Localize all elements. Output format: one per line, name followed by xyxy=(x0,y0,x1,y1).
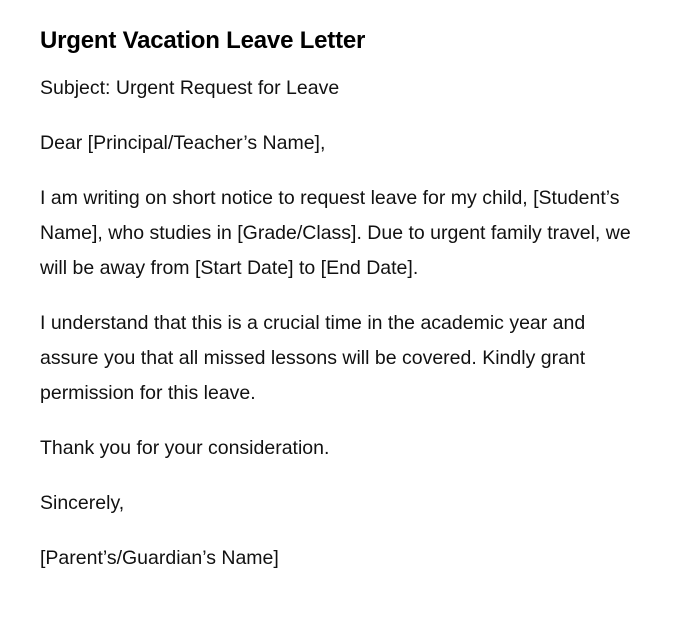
letter-document xyxy=(40,24,640,596)
document-title: Urgent Vacation Leave Letter xyxy=(40,27,366,54)
thank-you-line: Thank you for your consideration. xyxy=(40,437,330,459)
signature: [Parent’s/Guardian’s Name] xyxy=(40,547,279,569)
body-paragraph-1: I am writing on short notice to request leave for my child, [Student’s Name], who studies in [Grade/Class]. Due to urgent family travel, we will be away from [Start Date] to [End Date]. xyxy=(40,187,631,279)
body-paragraph-2: I understand that this is a crucial time in the academic year and assure you that all missed lessons will be covered. Kindly grant permission for this leave. xyxy=(40,312,586,404)
subject-line: Subject: Urgent Request for Leave xyxy=(40,77,340,99)
closing: Sincerely, xyxy=(40,492,125,514)
salutation: Dear [Principal/Teacher’s Name], xyxy=(40,132,326,154)
